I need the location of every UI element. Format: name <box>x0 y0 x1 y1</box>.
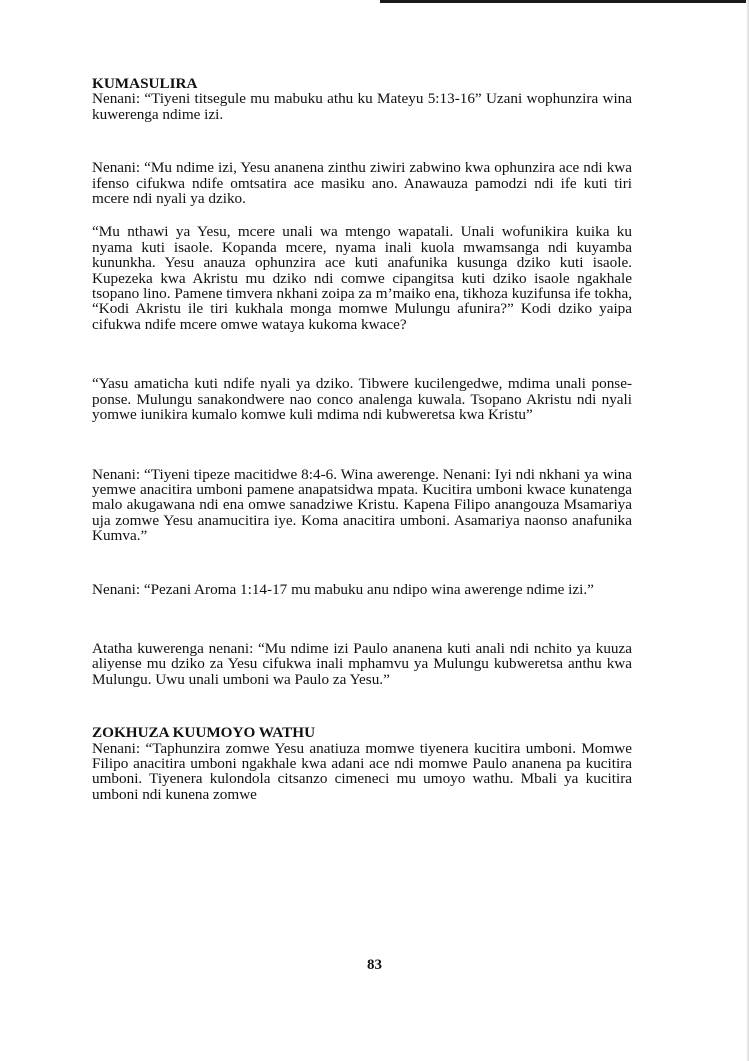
scan-border-line <box>380 0 749 3</box>
page-number: 83 <box>367 957 382 973</box>
section-heading-zokhuza: ZOKHUZA KUUMOYO WATHU <box>92 724 316 742</box>
paragraph: Atatha kuwerenga nenani: “Mu ndime izi Paulo ananena kuti anali ndi nchito ya kuuza aliyense mu dziko za Yesu cifukwa inali mphamvu ya Mulungu kubweretsa anthu kwa Mulungu. Uwu unali umboni wa Paulo za Yesu.” <box>92 639 632 688</box>
document-page <box>92 76 632 802</box>
paragraph: Nenani: “Mu ndime izi, Yesu ananena zinthu ziwiri zabwino kwa ophunzira ace ndi kwa ifenso cifukwa ndife omtsatira ace masiku ano. Anawauza pamodzi ndi ife kuti tiri mcere ndi nyali ya dziko. <box>92 159 632 208</box>
paragraph: Nenani: “Taphunzira zomwe Yesu anatiuza momwe tiyenera kucitira umboni. Momwe Filipo anacitira umboni ngakhale kwa adani ace ndi momwe Paulo ananena pa kucitira umboni. Tiyenera kulondola citsanzo cimeneci mu umoyo wathu. Mbali ya kucitira umboni ndi kunena zomwe <box>92 739 632 803</box>
paragraph: “Mu nthawi ya Yesu, mcere unali wa mtengo wapatali. Unali wofunikira kuika ku nyama kuti isaole. Kopanda mcere, nyama inali kuola mwamsanga ndi kuyamba kununkha. Yesu anauza ophunzira ace kuti anafunika kusunga dziko kuti isaole. Kupezeka kwa Akristu mu dziko ndi comwe cipangitsa kuti dziko isaole ngakhale tsopano lino. Pamene timvera nkhani zoipa za m’maiko ena, tikhoza kuzifunsa ife tokha, “Kodi Akristu ile tiri kukhala monga momwe Mulungu afunira?” Kodi dziko yaipa cifukwa ndife mcere omwe wataya kukoma kwace? <box>92 223 632 333</box>
section-heading-kumasulira: KUMASULIRA <box>92 75 198 92</box>
paragraph: Nenani: “Pezani Aroma 1:14-17 mu mabuku anu ndipo wina awerenge ndime izi.” <box>92 580 594 598</box>
paragraph: Nenani: “Tiyeni titsegule mu mabuku athu ku Mateyu 5:13-16” Uzani wophunzira wina kuwerenga ndime izi. <box>92 90 632 123</box>
paragraph: Nenani: “Tiyeni tipeze macitidwe 8:4-6. Wina awerenge. Nenani: Iyi ndi nkhani ya wina yemwe anacitira umboni pamene anapatsidwa mpata. Kucitira umboni kwace kunatenga malo akugawana ndi ena omwe sanadziwe Kristu. Kapena Filipo anangouza Msamariya uja zomwe Yesu anamucitira iye. Koma anacitira umboni. Asamariya naonso anafunika Kumva.” <box>92 465 632 545</box>
paragraph: “Yasu amaticha kuti ndife nyali ya dziko. Tibwere kucilengedwe, mdima unali ponse-ponse. Mulungu sanakondwere nao conco analenga kuwala. Tsopano Akristu ndi nyali yomwe iunikira kumalo komwe kuli mdima ndi kubweretsa kwa Kristu” <box>92 375 632 424</box>
